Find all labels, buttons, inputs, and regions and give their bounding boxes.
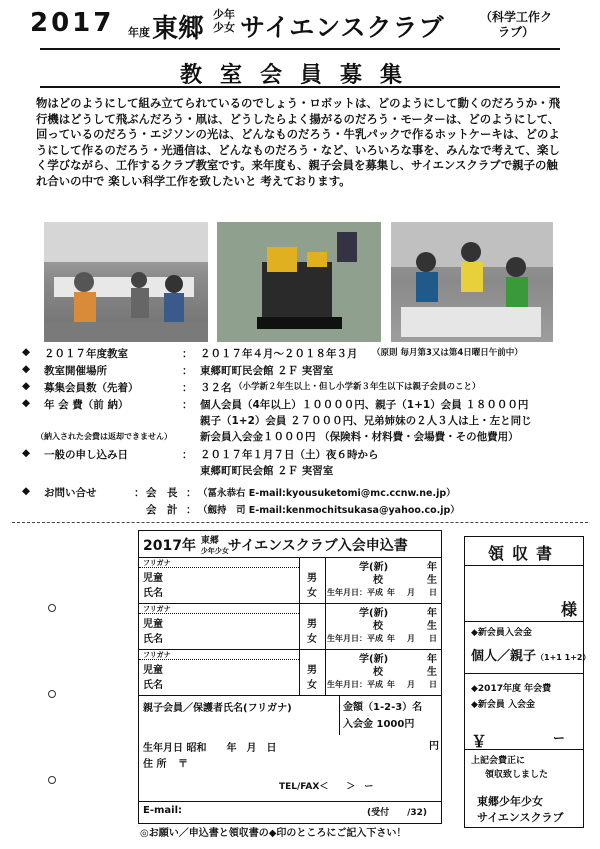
header-boygirl: 少年少女 [213, 8, 235, 34]
grade-label: 学(新) [359, 608, 389, 619]
furigana-label: フリガナ [143, 559, 171, 567]
info-colon: ： [182, 348, 193, 360]
info-contact-person1: （冨永恭右 E-mail:kyousuketomi@mc.ccnw.ne.jp） [198, 488, 456, 499]
form-title-rest: サイエンスクラブ入会申込書 [227, 538, 408, 554]
birth-year-label: 年 [387, 588, 395, 597]
info-contact-role2: 会 計 [146, 504, 178, 516]
form-title-boygirl: 少年少女 [200, 547, 229, 555]
header-subtitle: （科学工作クラブ） [479, 10, 552, 39]
birth-month-label: 月 [407, 588, 415, 597]
birth-label: 生年月日：平成 [327, 680, 383, 689]
bottom-note: ◎お願い／申込書と領収書の◆印のところにご記入下さい！ [140, 828, 407, 839]
name-label: 氏名 [143, 680, 163, 691]
info-colon: ： [186, 504, 197, 516]
receipt-title: 領収書 [487, 544, 560, 563]
child-label: 児童 [143, 619, 163, 630]
parent-birthdate-label[interactable]: 生年月日 昭和 年 月 日 [143, 743, 277, 754]
info-fee-line1: 個人会員（4年以上）１００００円、親子（1+1）会員 １８０００円 [200, 399, 529, 411]
info-venue-key: 教室開催場所 [44, 365, 107, 377]
female-label[interactable]: 女 [307, 588, 317, 599]
info-contact-person2: （劔持 司 E-mail:kenmochitsukasa@yahoo.co.jp） [198, 505, 460, 516]
birth-year-label: 年 [387, 634, 395, 643]
year-label: 年 [427, 608, 437, 619]
info-colon: ： [134, 487, 145, 499]
birth-month-label: 月 [407, 680, 415, 689]
form-rule [139, 613, 299, 614]
birth-label: 生年月日：平成 [327, 634, 383, 643]
info-fee-line3: 新会員入会金１０００円 （保険料・材料費・会場費・その他費用） [200, 431, 519, 443]
form-rule [465, 673, 583, 674]
info-members-note: （小学新２年生以上・但し小学新３年生以下は親子会員のこと） [234, 382, 481, 392]
info-class-key: ２０１７年度教室 [44, 348, 128, 360]
form-rule [139, 567, 299, 568]
intro-text: 物はどのようにして組み立てられているのでしょう・ロボットは、どのようにして動くのだろうか・飛行機はどうして飛ぶんだろう・凧は、どうしたらよく揚がるのだろう・モーターは、どのようにして、回っているのだろう・エジソンの光は、どんなものだろう・牛乳パックで作るホットケーキは、どのようにして作るのだろう・光通信は、どんなものだろう・など、いろいろな事を、みんなで考えて、楽しく学びながら、工作するクラブ教室です。来年度も、親子会員を募集し、サイエンスクラブで親子の触れ合いの中で 楽しい科学工作を致したいと 考えております。 [36, 96, 560, 188]
bullet-diamond-icon: ◆ [22, 363, 31, 375]
form-title-east: 東郷 [200, 536, 219, 546]
header-east: 東郷 [152, 14, 205, 44]
form-rule [465, 621, 583, 622]
form-rule [139, 801, 441, 802]
receipt-new-member: ◆新会員 入会金 [471, 700, 536, 710]
info-fee-key: 年 会 費（前 納） [44, 399, 129, 411]
info-colon: ： [182, 449, 193, 461]
male-label[interactable]: 男 [307, 619, 317, 630]
page-title: 教室会員募集 [179, 63, 420, 88]
bullet-diamond-icon: ◆ [22, 397, 31, 409]
student-label: 生 [427, 621, 437, 632]
receipt-received2: 領収致しました [485, 770, 549, 780]
child-label: 児童 [143, 573, 163, 584]
receipt-club2: サイエンスクラブ [477, 811, 564, 824]
child-blocks [139, 557, 441, 695]
header-year: 2017 [30, 8, 115, 38]
postal-mark-icon: 〒 [177, 759, 188, 770]
title-rule-bottom [40, 86, 560, 88]
school-label: 校 [373, 575, 383, 586]
form-rule [465, 565, 583, 566]
female-label[interactable]: 女 [307, 634, 317, 645]
bullet-diamond-icon: ◆ [22, 485, 31, 497]
parent-label: 親子会員／保護者氏名(フリガナ) [143, 703, 292, 714]
email-field[interactable]: E-mail: [143, 805, 183, 816]
amount-label: 金額（1-2-3）名 [343, 702, 423, 713]
info-colon: ： [182, 382, 193, 394]
receipt-new-fee: ◆新会員入会金 [471, 628, 532, 638]
info-apply-key: 一般の申し込み日 [44, 449, 128, 461]
receipt-sama: 様 [560, 600, 577, 619]
student-label: 生 [427, 667, 437, 678]
school-label: 校 [373, 621, 383, 632]
info-colon: ： [182, 365, 193, 377]
receipt-kind-label: 個人／親子 [471, 649, 537, 664]
punch-hole-icon [48, 604, 56, 612]
receipt-dash: ー [553, 731, 566, 745]
photo-classroom [44, 222, 208, 342]
grade-label: 学(新) [359, 562, 389, 573]
info-members-val: ３２名 [200, 382, 232, 394]
info-fee-note: （納入された会費は返却できません） [36, 432, 172, 441]
child-block-3[interactable] [139, 649, 441, 695]
female-label[interactable]: 女 [307, 680, 317, 691]
bullet-diamond-icon: ◆ [22, 380, 31, 392]
info-members-key: 募集会員数（先着） [44, 382, 139, 394]
telfax-field[interactable]: TEL/FAX＜ ＞ ー [279, 782, 374, 792]
name-label: 氏名 [143, 634, 163, 645]
birth-year-label: 年 [387, 680, 395, 689]
form-title [143, 535, 408, 556]
furigana-label: フリガナ [143, 605, 171, 613]
birth-day-label: 日 [429, 634, 437, 643]
birth-day-label: 日 [429, 588, 437, 597]
grade-label: 学(新) [359, 654, 389, 665]
male-label[interactable]: 男 [307, 573, 317, 584]
receipt [464, 536, 591, 828]
info-contact-key: お問い合せ [44, 487, 97, 499]
info-fee-line2: 親子（1+2）会員 ２７０００円、兄弟姉妹の２人３人は上・左と同じ [200, 415, 532, 427]
info-contact-role1: 会 長 [146, 487, 178, 499]
receipt-year-fee: ◆2017年度 年会費 [471, 684, 552, 694]
info-venue-val: 東郷町町民会館 ２Ｆ 実習室 [200, 365, 334, 377]
info-apply-val2: 東郷町町民会館 ２Ｆ 実習室 [200, 465, 334, 477]
info-colon: ： [182, 399, 193, 411]
form-title-east-stack [200, 536, 229, 556]
form-rule [139, 659, 299, 660]
photo-classroom-image [44, 222, 208, 342]
student-label: 生 [427, 575, 437, 586]
child-label: 児童 [143, 665, 163, 676]
title-rule-top [40, 48, 560, 50]
year-label: 年 [427, 562, 437, 573]
address-label: 住 所 [143, 759, 167, 770]
receipt-club1: 東郷少年少女 [477, 795, 543, 808]
photo-workshop [391, 222, 553, 342]
yen-label: 円 [429, 741, 439, 752]
bullet-diamond-icon: ◆ [22, 346, 31, 358]
info-class-note: （原則 毎月第3又は第4日曜日午前中） [372, 348, 523, 358]
name-label: 氏名 [143, 588, 163, 599]
parent-row[interactable] [139, 695, 441, 735]
info-colon: ： [186, 487, 197, 499]
info-class-val: ２０１７年４月〜２０１８年３月 [200, 348, 358, 360]
year-label: 年 [427, 654, 437, 665]
male-label[interactable]: 男 [307, 665, 317, 676]
cut-line [12, 522, 588, 523]
form-title-year: 2017年 [143, 538, 196, 554]
punch-hole-icon [48, 776, 56, 784]
furigana-label: フリガナ [143, 651, 171, 659]
photo-robot [217, 222, 381, 342]
receipt-kind[interactable] [471, 645, 590, 664]
receipt-kind-note: （1+1 1+2） [536, 653, 591, 662]
receipt-yen-sign: ￥ [471, 732, 488, 751]
birth-label: 生年月日：平成 [327, 588, 383, 597]
accept-number: (受付 /32) [367, 808, 428, 818]
application-form [138, 530, 442, 824]
receipt-received1: 上記会費正に [471, 756, 526, 766]
child-block-2[interactable] [139, 603, 441, 649]
bullet-diamond-icon: ◆ [22, 447, 31, 459]
birth-month-label: 月 [407, 634, 415, 643]
header-nendo: 年度 [128, 26, 150, 39]
school-label: 校 [373, 667, 383, 678]
header-club: サイエンスクラブ [240, 13, 445, 42]
punch-hole-icon [48, 690, 56, 698]
form-rule [465, 749, 583, 750]
photo-robot-image [217, 222, 381, 342]
birth-day-label: 日 [429, 680, 437, 689]
form-rule [339, 695, 340, 735]
info-apply-val1: ２０１７年１月７日（土）夜６時から [200, 449, 379, 461]
entry-fee-label: 入会金 1000円 [343, 719, 415, 730]
address-field[interactable] [143, 755, 188, 770]
child-block-1[interactable] [139, 557, 441, 603]
photo-workshop-image [391, 222, 553, 342]
